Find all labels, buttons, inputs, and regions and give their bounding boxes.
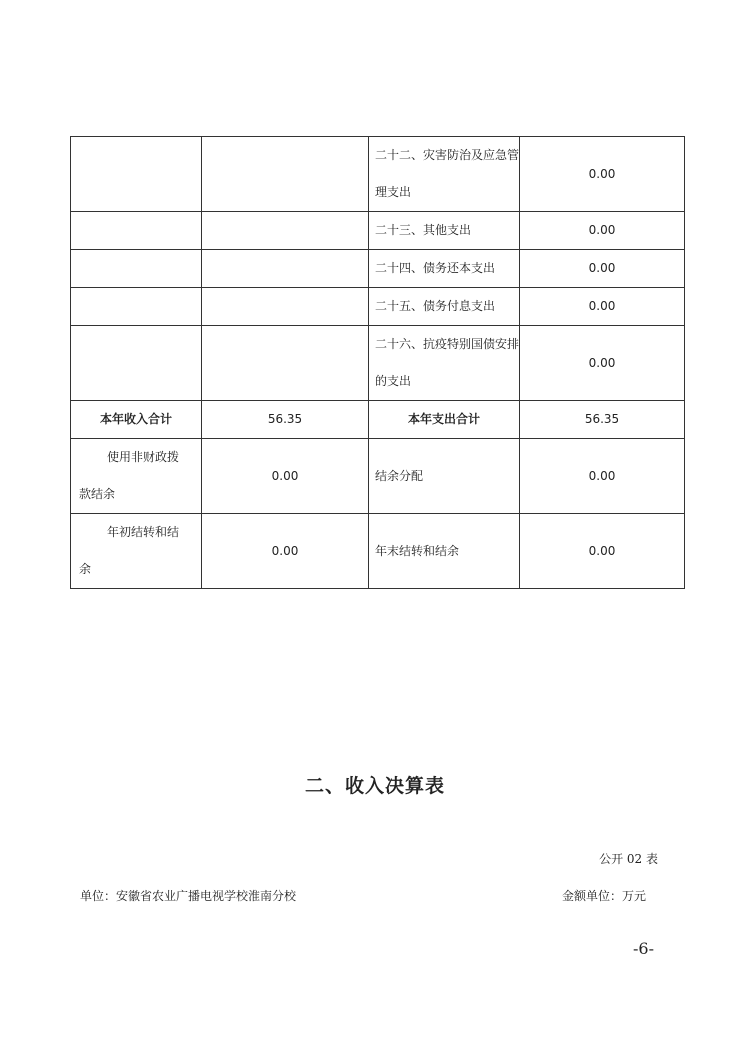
table-cell: 二十四、债务还本支出 [369, 250, 520, 288]
table-cell-text: 年初结转和结余 [79, 525, 180, 576]
table-cell [71, 250, 202, 288]
table-cell: 0.00 [520, 137, 685, 212]
table-cell: 0.00 [520, 439, 685, 514]
table-cell: 0.00 [520, 326, 685, 401]
table-cell [202, 288, 369, 326]
table-row [71, 212, 685, 250]
table-cell [202, 137, 369, 212]
table-cell [71, 326, 202, 401]
form-number: 公开 02 表 [599, 852, 658, 866]
table-row [71, 514, 685, 589]
reporting-unit: 单位：安徽省农业广播电视学校淮南分校 [80, 889, 297, 903]
expense-total-value: 56.35 [520, 401, 685, 439]
table-cell: 二十六、抗疫特别国债安排的支出 [369, 326, 520, 401]
table-cell: 0.00 [520, 514, 685, 589]
table-cell: 二十三、其他支出 [369, 212, 520, 250]
table-cell [202, 250, 369, 288]
table-cell: 0.00 [520, 250, 685, 288]
table-cell: 结余分配 [369, 439, 520, 514]
table-cell [71, 212, 202, 250]
table-cell [71, 288, 202, 326]
table-cell [71, 439, 202, 514]
table-cell: 0.00 [202, 514, 369, 589]
table-cell [71, 514, 202, 589]
income-total-label: 本年收入合计 [71, 401, 202, 439]
table-row [71, 439, 685, 514]
table-cell: 年末结转和结余 [369, 514, 520, 589]
table-cell: 0.00 [520, 212, 685, 250]
table-cell: 二十二、灾害防治及应急管理支出 [369, 137, 520, 212]
table-cell: 二十五、债务付息支出 [369, 288, 520, 326]
table-cell [71, 137, 202, 212]
table-row [71, 288, 685, 326]
table-cell [202, 212, 369, 250]
section-title: 二、收入决算表 [304, 775, 445, 797]
table-cell [202, 326, 369, 401]
page-number: -6- [633, 939, 654, 958]
total-row [71, 401, 685, 439]
table-row [71, 250, 685, 288]
amount-unit: 金额单位：万元 [561, 889, 646, 903]
table-cell: 0.00 [520, 288, 685, 326]
table-row [71, 326, 685, 401]
budget-table [70, 136, 685, 589]
income-total-value: 56.35 [202, 401, 369, 439]
table-cell: 0.00 [202, 439, 369, 514]
expense-total-label: 本年支出合计 [369, 401, 520, 439]
table-row [71, 137, 685, 212]
table-cell-text: 使用非财政拨款结余 [79, 450, 180, 501]
